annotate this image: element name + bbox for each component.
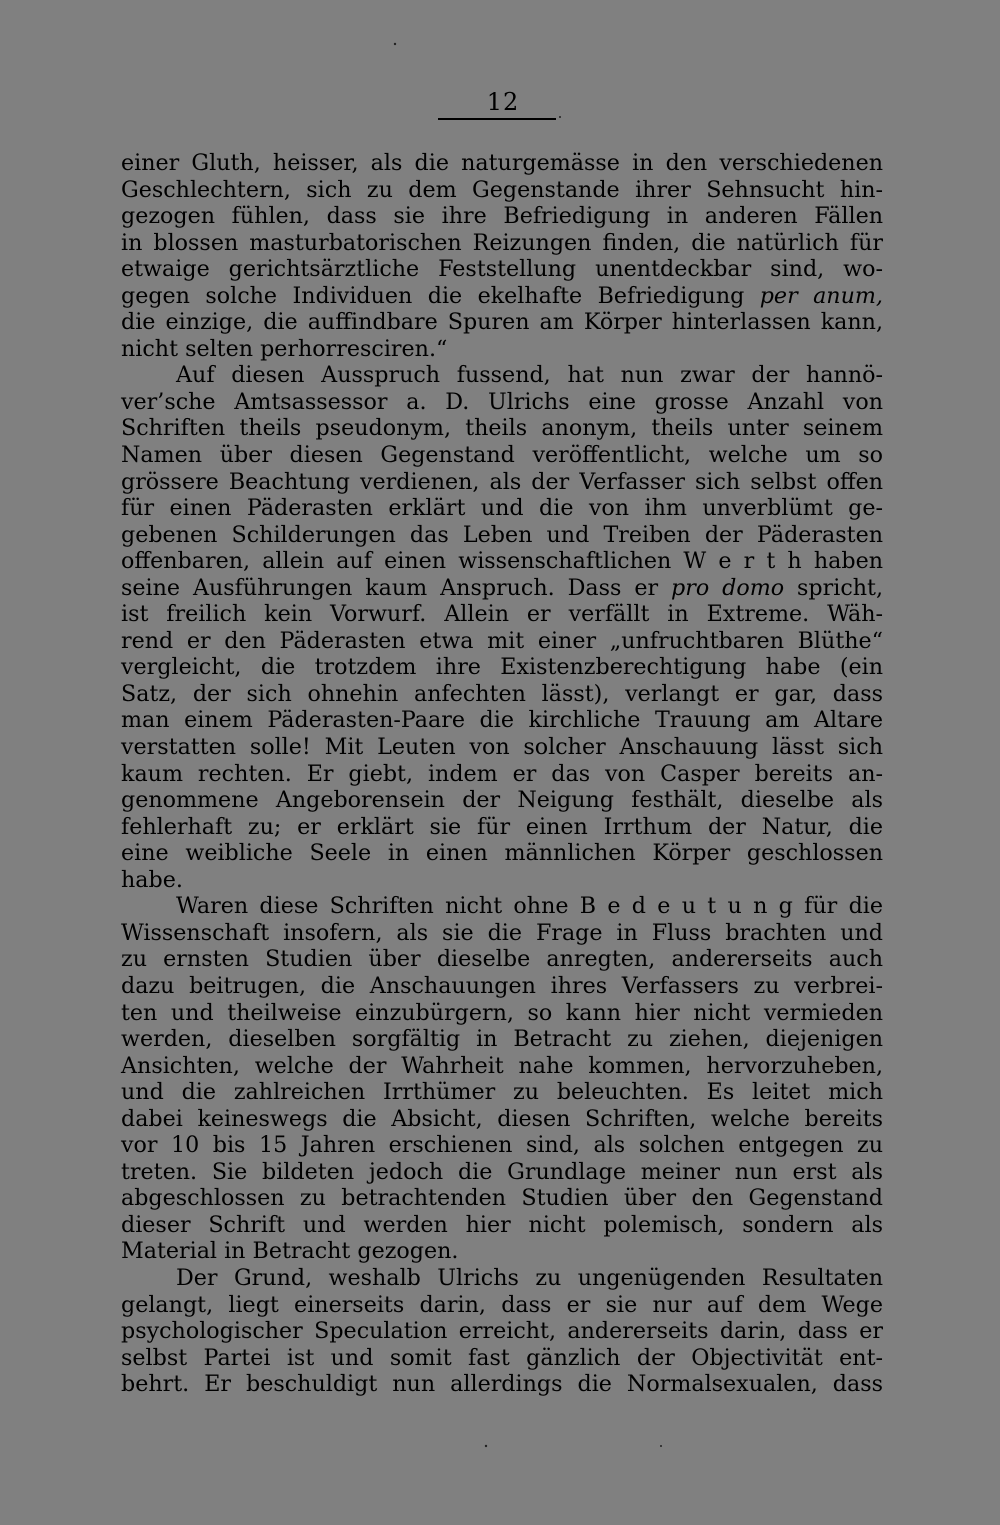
body-text <box>121 150 883 1398</box>
text-segment: gezogen fühlen, dass sie ihre Befriedigung in anderen Fällen <box>121 203 883 230</box>
text-segment: spricht, <box>784 574 884 601</box>
text-line <box>121 150 883 177</box>
text-segment: rend er den Päderasten etwa mit einer „unfruchtbaren Blüthe“ <box>121 627 883 654</box>
ink-speck <box>394 43 396 45</box>
ink-speck <box>485 1445 487 1447</box>
text-segment: man einem Päderasten-Paare die kirchliche Trauung am Altare <box>121 707 883 734</box>
text-segment: zu ernsten Studien über dieselbe anregten, andererseits auch <box>121 946 883 973</box>
text-line <box>121 920 883 947</box>
text-line <box>121 787 883 814</box>
text-line <box>121 1265 883 1292</box>
text-line <box>121 1053 883 1080</box>
text-segment: Wissenschaft insofern, als sie die Frage in Fluss brachten und <box>121 919 883 946</box>
text-line <box>121 389 883 416</box>
text-segment: ver’sche Amtsassessor a. D. Ulrichs eine grosse Anzahl von <box>121 388 883 415</box>
text-segment: treten. Sie bildeten jedoch die Grundlage meiner nun erst als <box>121 1158 883 1185</box>
text-segment: vergleicht, die trotzdem ihre Existenzberechtigung habe (ein <box>121 654 883 681</box>
text-segment: Ansichten, welche der Wahrheit nahe kommen, hervorzuheben, <box>121 1052 883 1079</box>
text-segment: gegen solche Individuen die ekelhafte Befriedigung <box>121 282 760 309</box>
header-rule <box>438 118 556 120</box>
text-segment: Satz, der sich ohnehin anfechten lässt), verlangt er gar, dass <box>121 680 883 707</box>
text-line <box>121 1292 883 1319</box>
text-line <box>121 681 883 708</box>
text-line <box>121 1371 883 1398</box>
text-segment: etwaige gerichtsärztliche Feststellung unentdeckbar sind, wo- <box>121 256 883 283</box>
italic-text-segment: pro domo <box>671 574 785 601</box>
text-line <box>121 1318 883 1345</box>
paragraph <box>121 362 883 893</box>
text-line <box>121 203 883 230</box>
text-segment: dabei keineswegs die Absicht, diesen Schriften, welche bereits <box>121 1105 883 1132</box>
text-line <box>121 469 883 496</box>
text-line <box>121 654 883 681</box>
text-segment: habe. <box>121 866 183 893</box>
italic-text-segment: per anum, <box>759 282 883 309</box>
text-line <box>121 1238 883 1265</box>
text-line <box>121 362 883 389</box>
text-segment: offenbaren, allein auf einen wissenschaftlichen W e r t h haben <box>121 548 883 575</box>
text-line <box>121 814 883 841</box>
text-segment: Der Grund, weshalb Ulrichs zu ungenügenden Resultaten <box>176 1264 883 1291</box>
paragraph <box>121 893 883 1265</box>
text-segment: eine weibliche Seele in einen männlichen Körper geschlossen <box>121 840 883 867</box>
text-line <box>121 336 883 363</box>
text-segment: Namen über diesen Gegenstand veröffentlicht, welche um so <box>121 442 883 469</box>
text-line <box>121 761 883 788</box>
text-line <box>121 309 883 336</box>
text-segment: werden, dieselben sorgfältig in Betracht zu ziehen, diejenigen <box>121 1026 883 1053</box>
text-line <box>121 548 883 575</box>
text-segment: verstatten solle! Mit Leuten von solcher Anschauung lässt sich <box>121 734 883 761</box>
text-line <box>121 575 883 602</box>
text-line <box>121 601 883 628</box>
text-segment: Schriften theils pseudonym, theils anonym, theils unter seinem <box>121 415 883 442</box>
text-segment: ten und theilweise einzubürgern, so kann hier nicht vermieden <box>121 999 883 1026</box>
text-line <box>121 946 883 973</box>
text-segment: selbst Partei ist und somit fast gänzlich der Objectivität ent- <box>121 1344 883 1371</box>
text-line <box>121 707 883 734</box>
text-line <box>121 415 883 442</box>
paragraph <box>121 1265 883 1398</box>
text-segment: seine Ausführungen kaum Anspruch. Dass er <box>121 574 672 601</box>
text-segment: dazu beitrugen, die Anschauungen ihres Verfassers zu verbrei- <box>121 972 883 999</box>
text-line <box>121 442 883 469</box>
text-line <box>121 1212 883 1239</box>
text-line <box>121 1159 883 1186</box>
text-segment: einer Gluth, heisser, als die naturgemässe in den verschiedenen <box>121 150 883 176</box>
text-segment: fehlerhaft zu; er erklärt sie für einen Irrthum der Natur, die <box>121 813 883 840</box>
text-segment: Waren diese Schriften nicht ohne B e d e u t u n g für die <box>176 893 883 920</box>
text-line <box>121 867 883 894</box>
text-segment: nicht selten perhorresciren.“ <box>121 335 448 362</box>
text-segment: dieser Schrift und werden hier nicht polemisch, sondern als <box>121 1211 883 1238</box>
text-line <box>121 628 883 655</box>
text-segment: ist freilich kein Vorwurf. Allein er verfällt in Extreme. Wäh- <box>121 601 883 628</box>
text-line <box>121 973 883 1000</box>
text-line <box>121 495 883 522</box>
text-segment: gelangt, liegt einerseits darin, dass er sie nur auf dem Wege <box>121 1291 883 1318</box>
ink-speck <box>660 1445 662 1447</box>
text-segment: grössere Beachtung verdienen, als der Verfasser sich selbst offen <box>121 468 883 495</box>
text-line <box>121 230 883 257</box>
text-segment: in blossen masturbatorischen Reizungen finden, die natürlich für <box>121 229 883 256</box>
paragraph <box>121 150 883 362</box>
text-segment: psychologischer Speculation erreicht, andererseits darin, dass er <box>121 1318 883 1345</box>
text-line <box>121 840 883 867</box>
text-line <box>121 1079 883 1106</box>
text-segment: Geschlechtern, sich zu dem Gegenstande ihrer Sehnsucht hin- <box>121 176 883 203</box>
text-segment: behrt. Er beschuldigt nun allerdings die Normalsexualen, dass <box>121 1371 883 1398</box>
page-header <box>0 78 1000 128</box>
text-segment: gebenen Schilderungen das Leben und Treiben der Päderasten <box>121 521 883 548</box>
text-line <box>121 283 883 310</box>
text-segment: kaum rechten. Er giebt, indem er das von Casper bereits an- <box>121 760 883 787</box>
text-line <box>121 256 883 283</box>
text-segment: Material in Betracht gezogen. <box>121 1238 459 1265</box>
text-line <box>121 893 883 920</box>
text-line <box>121 177 883 204</box>
text-segment: die einzige, die auffindbare Spuren am Körper hinterlassen kann, <box>121 309 883 336</box>
text-segment: für einen Päderasten erklärt und die von ihm unverblümt ge- <box>121 495 883 522</box>
text-line <box>121 1026 883 1053</box>
text-segment: Auf diesen Ausspruch fussend, hat nun zwar der hannö- <box>176 362 883 389</box>
text-line <box>121 1345 883 1372</box>
text-segment: abgeschlossen zu betrachtenden Studien über den Gegenstand <box>121 1185 883 1212</box>
text-segment: genommene Angeborensein der Neigung festhält, dieselbe als <box>121 787 883 814</box>
text-line <box>121 1106 883 1133</box>
text-line <box>121 1000 883 1027</box>
text-line <box>121 1132 883 1159</box>
text-segment: vor 10 bis 15 Jahren erschienen sind, als solchen entgegen zu <box>121 1132 883 1159</box>
text-line <box>121 522 883 549</box>
page-number: 12 <box>486 88 520 116</box>
text-line <box>121 1185 883 1212</box>
text-segment: und die zahlreichen Irrthümer zu beleuchten. Es leitet mich <box>121 1079 883 1106</box>
text-line <box>121 734 883 761</box>
